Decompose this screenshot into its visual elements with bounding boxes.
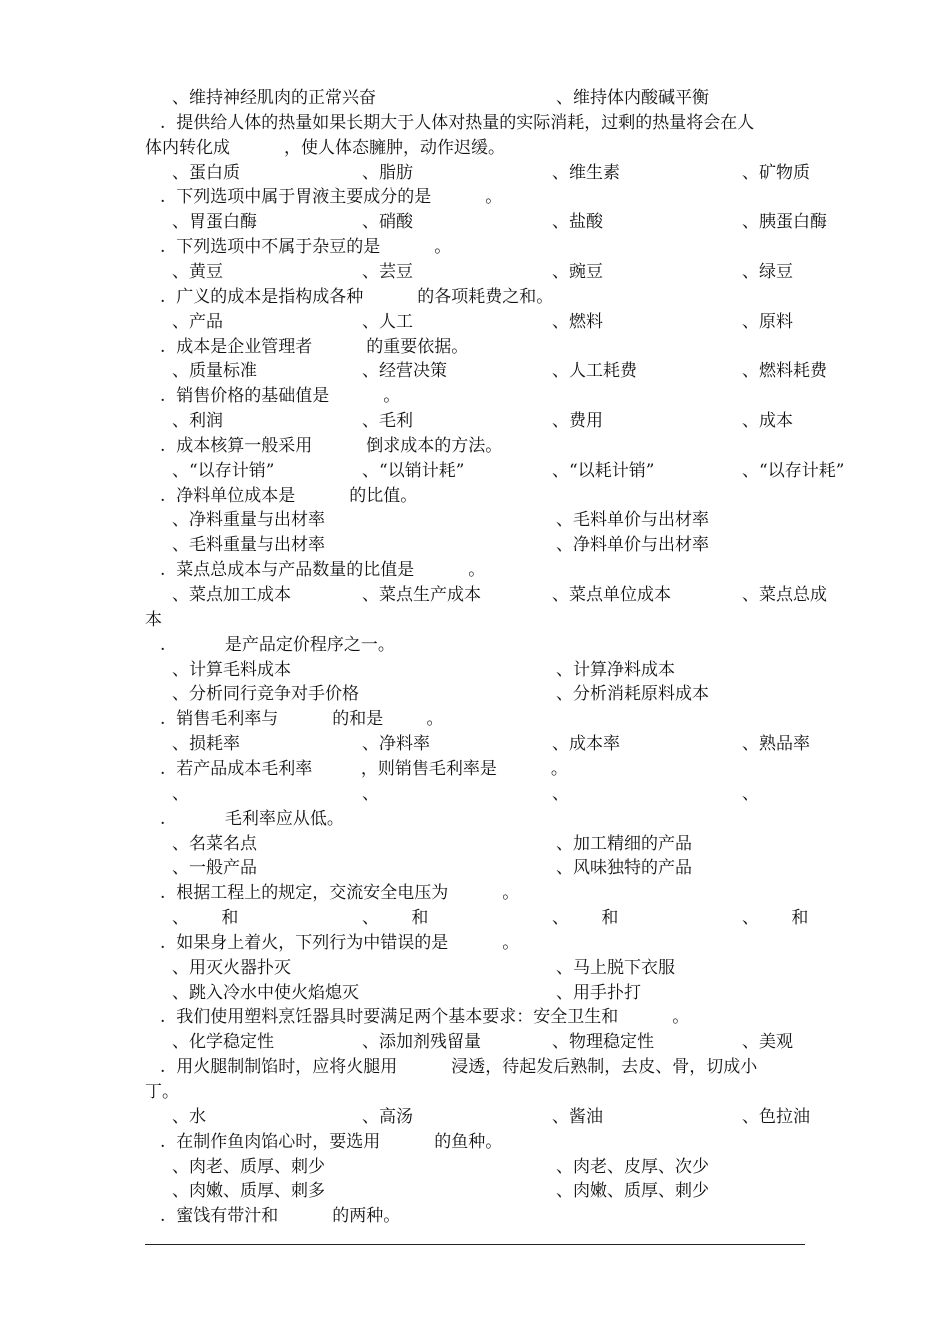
option-row: [172, 533, 832, 557]
question-stem: . 蜜饯有带汁和 的两种。: [160, 1206, 401, 1226]
answer-option: 、分析同行竞争对手价格: [172, 684, 359, 704]
answer-option: 、蛋白质: [172, 163, 240, 183]
question-stem: . 如果身上着火，下列行为中错误的是 。: [160, 933, 520, 953]
answer-option: 、色拉油: [742, 1107, 810, 1127]
answer-option: 、黄豆: [172, 262, 223, 282]
option-row: [172, 583, 832, 607]
answer-option: 、硝酸: [362, 212, 413, 232]
answer-option: 、维持体内酸碱平衡: [556, 88, 709, 108]
answer-option: 、人工: [362, 312, 413, 332]
question-stem: . 根据工程上的规定，交流安全电压为 。: [160, 883, 520, 903]
answer-option: 、菜点生产成本: [362, 585, 481, 605]
answer-option: 、脂肪: [362, 163, 413, 183]
question-stem: . 销售价格的基础值是 。: [160, 386, 401, 406]
answer-option: 、“以销计耗”: [362, 461, 465, 481]
option-row: [172, 732, 832, 756]
answer-option: 、芸豆: [362, 262, 413, 282]
answer-option: 、风味独特的产品: [556, 858, 692, 878]
option-row: [172, 409, 832, 433]
answer-option: 、菜点加工成本: [172, 585, 291, 605]
answer-option: 、物理稳定性: [552, 1032, 654, 1052]
answer-option: 、绿豆: [742, 262, 793, 282]
answer-option: 、菜点总成: [742, 585, 827, 605]
option-row: [172, 1179, 832, 1203]
answer-option: 、 和: [172, 908, 239, 928]
answer-option: 、用手扑打: [556, 983, 641, 1003]
answer-option: 、马上脱下衣服: [556, 958, 675, 978]
answer-option: 、损耗率: [172, 734, 240, 754]
option-row: [172, 832, 832, 856]
answer-option: 、费用: [552, 411, 603, 431]
answer-option: 、毛利: [362, 411, 413, 431]
option-row: [172, 981, 832, 1005]
answer-option: 、燃料: [552, 312, 603, 332]
answer-option: 、 和: [742, 908, 809, 928]
question-stem: . 毛利率应从低。: [160, 809, 344, 829]
question-stem: . 提供给人体的热量如果长期大于人体对热量的实际消耗，过剩的热量将会在人: [160, 113, 755, 133]
question-stem: . 下列选项中属于胃液主要成分的是 。: [160, 187, 503, 207]
question-stem: . 销售毛利率与 的和是 。: [160, 709, 444, 729]
answer-option: 、净料单价与出材率: [556, 535, 709, 555]
answer-option: 、高汤: [362, 1107, 413, 1127]
answer-option: 、毛料重量与出材率: [172, 535, 325, 555]
question-stem: . 下列选项中不属于杂豆的是 。: [160, 237, 452, 257]
question-stem: . 是产品定价程序之一。: [160, 635, 395, 655]
answer-option: 、原料: [742, 312, 793, 332]
answer-option: 、水: [172, 1107, 206, 1127]
option-row: [172, 1155, 832, 1179]
answer-option: 、一般产品: [172, 858, 257, 878]
answer-option: 、 和: [362, 908, 429, 928]
option-row: [172, 782, 832, 806]
question-stem: . 净料单位成本是 的比值。: [160, 486, 418, 506]
question-stem: . 成本是企业管理者 的重要依据。: [160, 337, 469, 357]
answer-option: 、化学稳定性: [172, 1032, 274, 1052]
answer-option: 、: [172, 784, 189, 804]
question-continuation: 本: [145, 610, 162, 630]
question-stem: . 广义的成本是指构成各种 的各项耗费之和。: [160, 287, 554, 307]
answer-option: 、酱油: [552, 1107, 603, 1127]
answer-option: 、成本: [742, 411, 793, 431]
answer-option: 、质量标准: [172, 361, 257, 381]
answer-option: 、胰蛋白酶: [742, 212, 827, 232]
answer-option: 、维生素: [552, 163, 620, 183]
answer-option: 、“以耗计销”: [552, 461, 655, 481]
answer-option: 、毛料单价与出材率: [556, 510, 709, 530]
option-row: [172, 359, 832, 383]
answer-option: 、: [362, 784, 379, 804]
answer-option: 、肉嫩、质厚、刺少: [556, 1181, 709, 1201]
answer-option: 、加工精细的产品: [556, 834, 692, 854]
answer-option: 、美观: [742, 1032, 793, 1052]
option-row: [172, 260, 832, 284]
answer-option: 、胃蛋白酶: [172, 212, 257, 232]
answer-option: 、净料率: [362, 734, 430, 754]
answer-option: 、熟品率: [742, 734, 810, 754]
answer-option: 、菜点单位成本: [552, 585, 671, 605]
answer-option: 、添加剂残留量: [362, 1032, 481, 1052]
answer-option: 、: [552, 784, 569, 804]
footer-rule: [145, 1244, 805, 1245]
answer-option: 、维持神经肌肉的正常兴奋: [172, 88, 376, 108]
answer-option: 、肉老、质厚、刺少: [172, 1157, 325, 1177]
answer-option: 、人工耗费: [552, 361, 637, 381]
answer-option: 、利润: [172, 411, 223, 431]
option-row: [172, 508, 832, 532]
answer-option: 、燃料耗费: [742, 361, 827, 381]
answer-option: 、产品: [172, 312, 223, 332]
answer-option: 、“以存计销”: [172, 461, 275, 481]
question-stem: . 在制作鱼肉馅心时，要选用 的鱼种。: [160, 1132, 503, 1152]
option-row: [172, 658, 832, 682]
question-stem: . 用火腿制制馅时，应将火腿用 浸透，待起发后熟制，去皮、骨，切成小: [160, 1057, 758, 1077]
answer-option: 、豌豆: [552, 262, 603, 282]
question-continuation: 体内转化成 ，使人体态臃肿，动作迟缓。: [145, 138, 506, 158]
answer-option: 、“以存计耗”: [742, 461, 845, 481]
option-row: [172, 856, 832, 880]
answer-option: 、肉老、皮厚、次少: [556, 1157, 709, 1177]
answer-option: 、用灭火器扑灭: [172, 958, 291, 978]
answer-option: 、 和: [552, 908, 619, 928]
option-row: [172, 161, 832, 185]
question-stem: . 成本核算一般采用 倒求成本的方法。: [160, 436, 503, 456]
option-row: [172, 459, 845, 483]
question-continuation: 丁。: [145, 1082, 179, 1102]
answer-option: 、盐酸: [552, 212, 603, 232]
option-row: [172, 310, 832, 334]
answer-option: 、名菜名点: [172, 834, 257, 854]
question-stem: . 我们使用塑料烹饪器具时要满足两个基本要求：安全卫生和 。: [160, 1007, 690, 1027]
answer-option: 、分析消耗原料成本: [556, 684, 709, 704]
option-row: [172, 210, 832, 234]
answer-option: 、计算毛料成本: [172, 660, 291, 680]
answer-option: 、矿物质: [742, 163, 810, 183]
option-row: [172, 1105, 832, 1129]
answer-option: 、计算净料成本: [556, 660, 675, 680]
option-row: [172, 1030, 832, 1054]
option-row: [172, 906, 832, 930]
question-stem: . 若产品成本毛利率 ，则销售毛利率是 。: [160, 759, 568, 779]
option-row: [172, 682, 832, 706]
answer-option: 、经营决策: [362, 361, 447, 381]
answer-option: 、: [742, 784, 759, 804]
option-row: [172, 86, 832, 110]
question-stem: . 菜点总成本与产品数量的比值是 。: [160, 560, 486, 580]
option-row: [172, 956, 832, 980]
answer-option: 、成本率: [552, 734, 620, 754]
answer-option: 、肉嫩、质厚、刺多: [172, 1181, 325, 1201]
answer-option: 、跳入冷水中使火焰熄灭: [172, 983, 359, 1003]
answer-option: 、净料重量与出材率: [172, 510, 325, 530]
